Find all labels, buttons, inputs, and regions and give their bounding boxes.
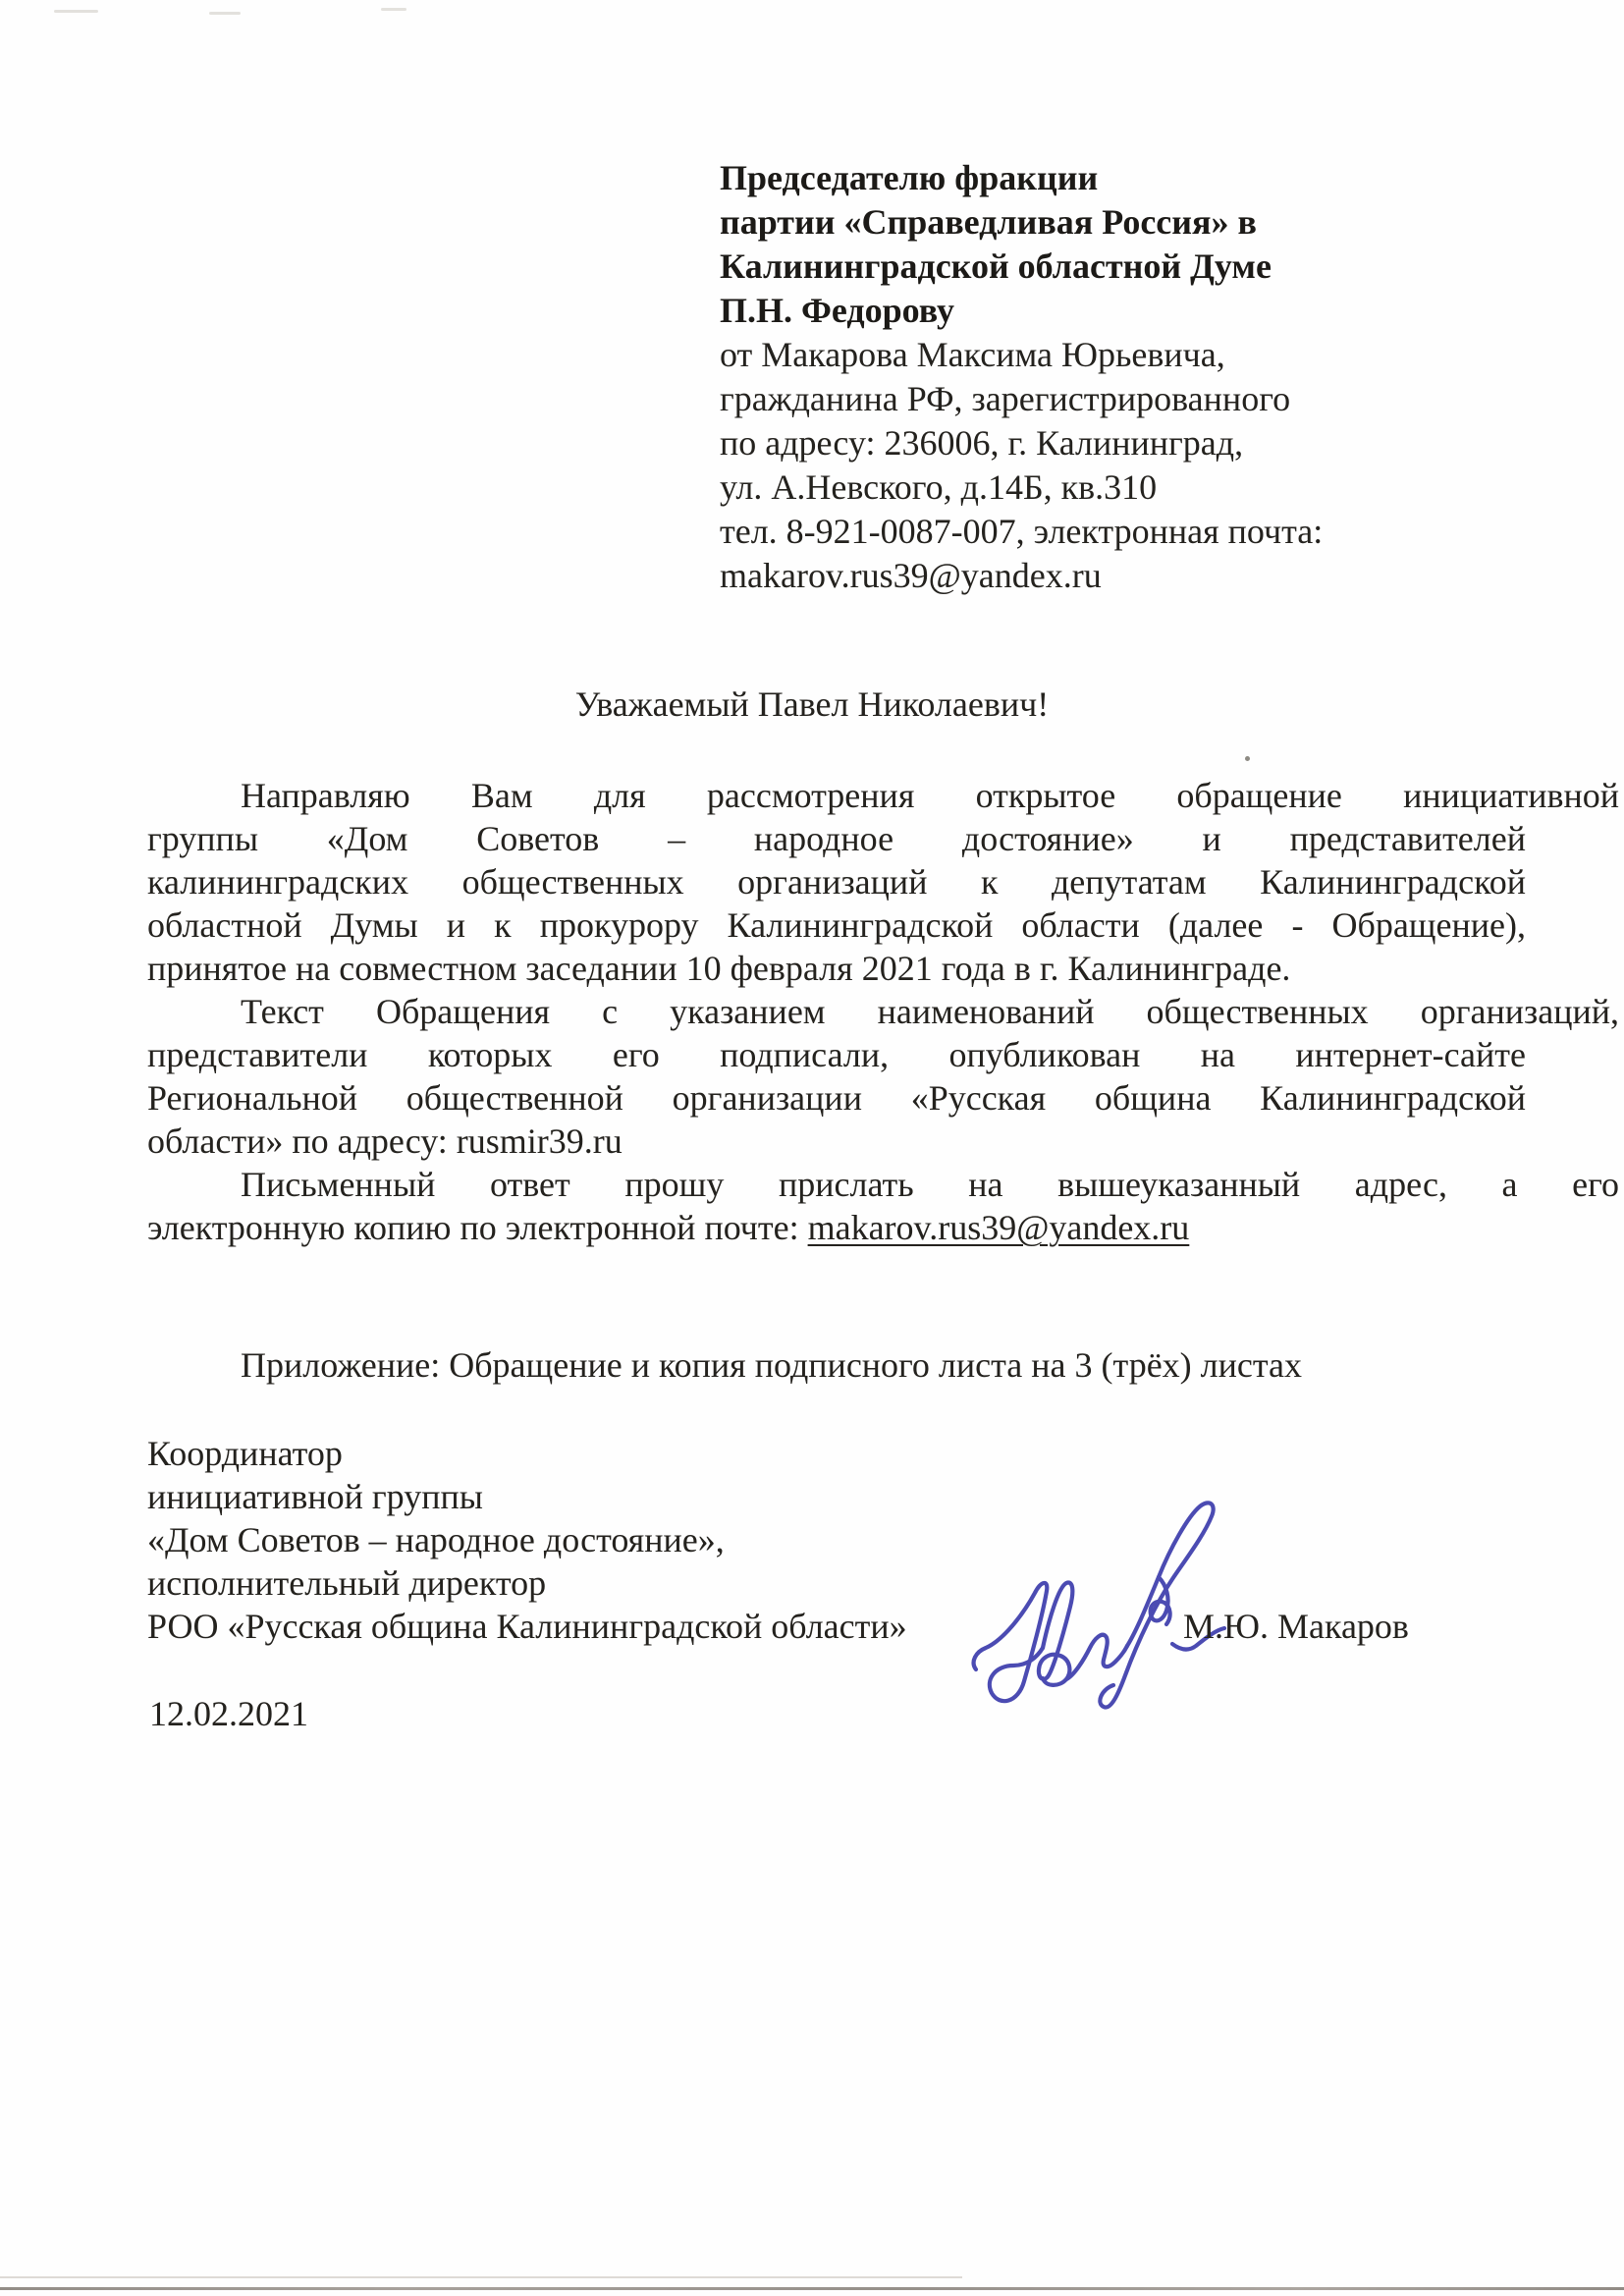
scan-artifact bbox=[381, 8, 406, 11]
letter-date: 12.02.2021 bbox=[149, 1694, 308, 1733]
signer-name: М.Ю. Макаров bbox=[1183, 1607, 1409, 1646]
body-line: группы «Дом Советов – народное достояние» и представителей bbox=[147, 819, 1526, 858]
body-line: области» по адресу: rusmir39.ru bbox=[147, 1121, 623, 1161]
body-line: калининградских общественных организаций к депутатам Калининградской bbox=[147, 862, 1526, 902]
recipient-line: Калининградской областной Думе bbox=[720, 246, 1272, 286]
sender-line: от Макарова Максима Юрьевича, bbox=[720, 335, 1225, 374]
attachment-note: Приложение: Обращение и копия подписного листа на 3 (трёх) листах bbox=[241, 1345, 1303, 1385]
body-line: принятое на совместном заседании 10 февраля 2021 года в г. Калининграде. bbox=[147, 949, 1291, 988]
body-line: представители которых его подписали, опубликован на интернет-сайте bbox=[147, 1035, 1526, 1074]
body-line: областной Думы и к прокурору Калининградской области (далее - Обращение), bbox=[147, 905, 1526, 945]
body-line-text: электронную копию по электронной почте: bbox=[147, 1208, 808, 1247]
recipient-block bbox=[720, 156, 1323, 598]
signature-stroke bbox=[974, 1583, 1048, 1701]
scan-artifact bbox=[209, 12, 241, 15]
letter-body bbox=[147, 774, 1619, 1249]
signature-block-line: Координатор bbox=[147, 1434, 343, 1473]
body-line: Текст Обращения с указанием наименований общественных организаций, bbox=[241, 992, 1619, 1031]
sender-line: по адресу: 236006, г. Калининград, bbox=[720, 423, 1244, 463]
scan-artifact bbox=[1245, 756, 1250, 761]
signature-stroke bbox=[1066, 1635, 1127, 1679]
recipient-line: партии «Справедливая Россия» в bbox=[720, 202, 1257, 242]
signature-block-line: инициативной группы bbox=[147, 1477, 483, 1516]
scan-edge-line bbox=[0, 2287, 1624, 2290]
signature-block bbox=[147, 1432, 907, 1648]
sender-line: тел. 8-921-0087-007, электронная почта: bbox=[720, 512, 1324, 551]
body-line: Направляю Вам для рассмотрения открытое обращение инициативной bbox=[241, 776, 1619, 815]
signature-block-line: РОО «Русская община Калининградской области» bbox=[147, 1607, 907, 1646]
reply-email: makarov.rus39@yandex.ru bbox=[807, 1208, 1190, 1247]
scan-artifact bbox=[54, 10, 98, 13]
salutation: Уважаемый Павел Николаевич! bbox=[574, 684, 1050, 724]
scan-artifact bbox=[0, 2276, 962, 2278]
sender-line: ул. А.Невского, д.14Б, кв.310 bbox=[720, 467, 1158, 507]
recipient-line: П.Н. Федорову bbox=[720, 291, 954, 330]
body-line: Письменный ответ прошу прислать на вышеуказанный адрес, а его bbox=[241, 1165, 1619, 1204]
body-line: Региональной общественной организации «Русская община Калининградской bbox=[147, 1078, 1526, 1118]
sender-line: гражданина РФ, зарегистрированного bbox=[720, 379, 1291, 418]
signature-block-line: исполнительный директор bbox=[147, 1563, 547, 1603]
body-line bbox=[147, 1206, 1526, 1249]
recipient-line: Председателю фракции bbox=[720, 158, 1099, 197]
signature-block-line: «Дом Советов – народное достояние», bbox=[147, 1520, 725, 1559]
sender-email: makarov.rus39@yandex.ru bbox=[720, 556, 1102, 595]
